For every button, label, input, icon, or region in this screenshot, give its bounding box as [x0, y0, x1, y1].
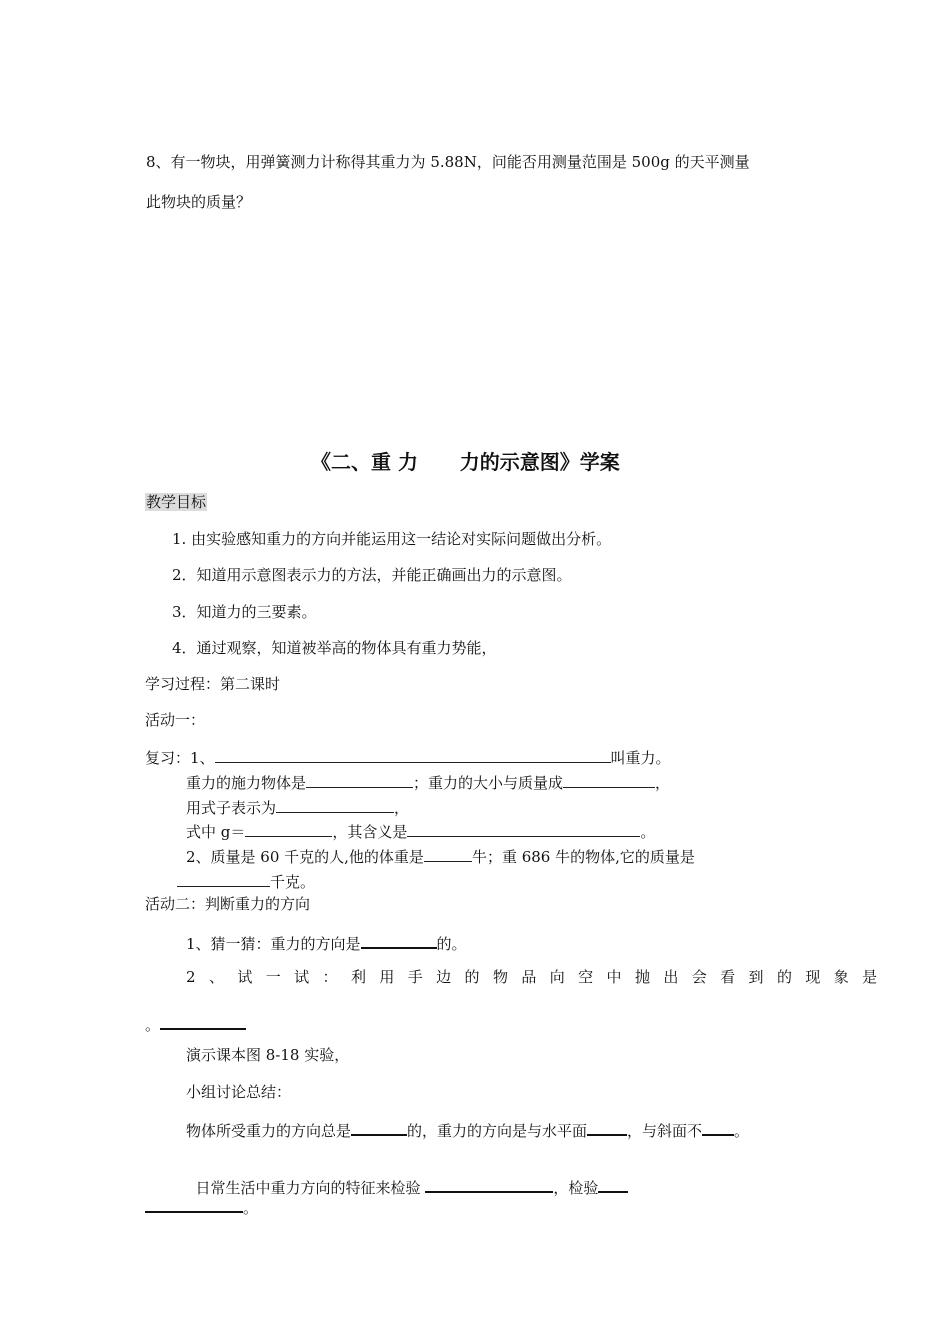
blank-weight[interactable] — [424, 845, 472, 862]
blank-g-meaning[interactable] — [407, 820, 640, 837]
text-fragment: 千克。 — [270, 873, 316, 891]
text-fragment: 的，重力的方向是与水平面 — [407, 1122, 588, 1140]
blank-check-tool[interactable] — [425, 1175, 553, 1193]
blank-gravity-definition[interactable] — [215, 746, 611, 763]
text-fragment: ；重力的大小与质量成 — [413, 774, 564, 792]
text-fragment: 。 — [640, 823, 656, 841]
review-line-3 — [186, 796, 409, 818]
text-fragment: ， — [655, 774, 671, 792]
blank-direction-always[interactable] — [351, 1118, 407, 1136]
question-8-line-1: 8、有一物块，用弹簧测力计称得其重力为 5.88N，问能否用测量范围是 500g 的天平测量 — [146, 153, 750, 171]
blank-mass-relation[interactable] — [563, 771, 655, 788]
blank-slope-relation[interactable] — [702, 1118, 734, 1136]
text-fragment: 。 — [243, 1199, 259, 1217]
text-fragment: 1、猜一猜：重力的方向是 — [186, 935, 361, 953]
blank-horizontal-relation[interactable] — [587, 1118, 627, 1136]
text-fragment: 式中 g＝ — [186, 823, 246, 841]
review-line-1 — [145, 746, 671, 768]
review-line-2 — [186, 771, 670, 793]
learning-process: 学习过程：第二课时 — [145, 675, 281, 693]
activity-1-heading: 活动一： — [145, 711, 206, 729]
review-prefix: 复习：1、 — [145, 749, 215, 767]
blank-gravity-direction[interactable] — [361, 931, 437, 949]
blank-check-item-continued[interactable] — [145, 1195, 243, 1213]
text-fragment: 物体所受重力的方向总是 — [186, 1122, 352, 1140]
blank-force-source[interactable] — [306, 771, 413, 788]
text-fragment: 的。 — [436, 935, 467, 953]
review-line-6 — [177, 870, 315, 892]
demo-line: 演示课本图 8-18 实验， — [186, 1046, 350, 1064]
group-discussion: 小组讨论总结： — [186, 1083, 292, 1101]
goals-heading-text: 教学目标 — [146, 493, 207, 511]
daily-life-line — [186, 1155, 628, 1198]
blank-check-item[interactable] — [598, 1175, 628, 1193]
daily-life-line-2 — [145, 1195, 258, 1218]
goal-item-2: 2．知道用示意图表示力的方法，并能正确画出力的示意图。 — [172, 566, 572, 584]
text-fragment: 日常生活中重力方向的特征来检验 — [195, 1179, 426, 1197]
text-fragment: ，检验 — [553, 1179, 599, 1197]
blank-g-value[interactable] — [245, 820, 332, 837]
page-title: 《二、重 力 力的示意图》学案 — [311, 450, 620, 474]
review-line-4 — [186, 820, 655, 842]
question-8-line-2: 此物块的质量？ — [146, 193, 252, 211]
try-answer-line — [145, 1012, 246, 1035]
text-fragment: 牛；重 686 牛的物体,它的质量是 — [471, 848, 695, 866]
try-line: 2、试一试：利用手边的物品向空中抛出会看到的现象是 — [186, 968, 891, 986]
summary-line — [186, 1118, 749, 1141]
goal-item-4: 4．通过观察，知道被举高的物体具有重力势能， — [172, 639, 497, 657]
text-fragment: 2、质量是 60 千克的人,他的体重是 — [186, 848, 424, 866]
blank-mass[interactable] — [177, 870, 270, 887]
text-fragment: 。 — [145, 1016, 161, 1034]
text-fragment: 重力的施力物体是 — [186, 774, 307, 792]
review-suffix: 叫重力。 — [610, 749, 671, 767]
goal-item-3: 3．知道力的三要素。 — [172, 603, 317, 621]
text-fragment: ， — [394, 799, 410, 817]
text-fragment: ，其含义是 — [332, 823, 408, 841]
goal-item-1: 1. 由实验感知重力的方向并能运用这一结论对实际问题做出分析。 — [172, 530, 612, 548]
text-fragment: 。 — [734, 1122, 750, 1140]
activity-2-heading: 活动二：判断重力的方向 — [145, 895, 311, 913]
blank-observed-phenomenon[interactable] — [160, 1012, 246, 1030]
text-fragment: 用式子表示为 — [186, 799, 277, 817]
review-line-5 — [186, 845, 695, 867]
blank-formula[interactable] — [276, 796, 394, 813]
text-fragment: ，与斜面不 — [627, 1122, 703, 1140]
guess-line — [186, 931, 467, 954]
goals-heading — [145, 492, 207, 512]
